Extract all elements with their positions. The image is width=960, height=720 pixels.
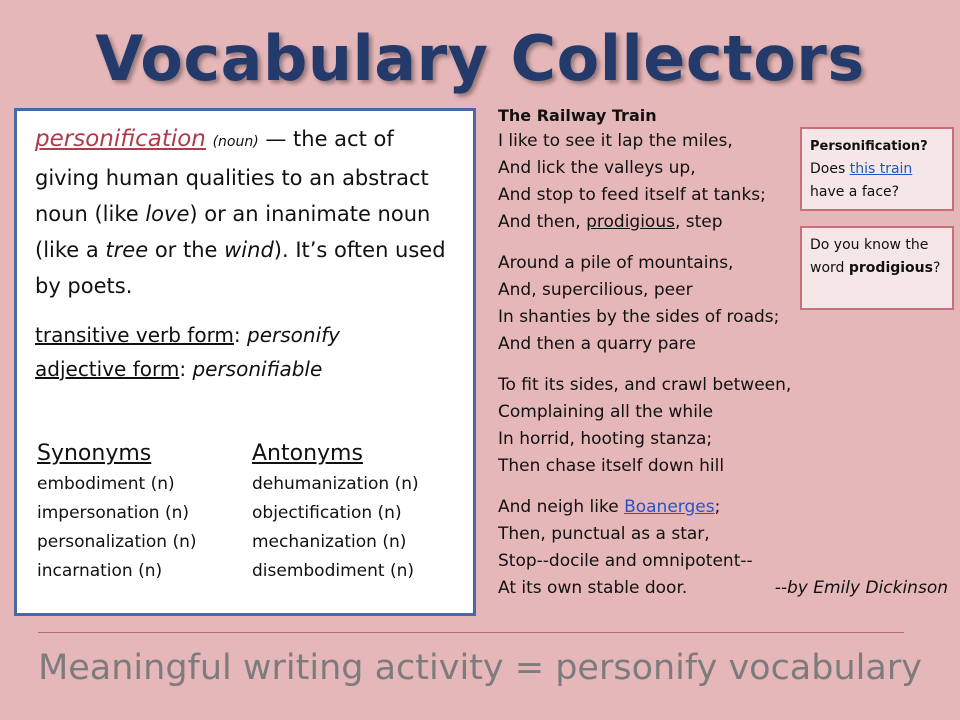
definition-part: — the act of giving human qualities to an abstract noun (like: [35, 127, 429, 226]
poem-stanza-4: [498, 494, 958, 602]
adjective-form-label: adjective form: [35, 357, 180, 381]
verb-form-line: transitive verb form: personify: [35, 323, 341, 347]
poem-title: The Railway Train: [498, 106, 657, 125]
divider-line: [38, 632, 904, 633]
prodigious-word: prodigious: [586, 212, 675, 232]
synonym-item: impersonation (n): [37, 503, 189, 523]
example-tree: tree: [105, 238, 149, 262]
poem-line: I like to see it lap the miles,: [498, 131, 733, 151]
synonyms-heading: Synonyms: [37, 441, 152, 466]
synonym-item: personalization (n): [37, 532, 197, 552]
poem-line-part: , step: [674, 212, 723, 232]
poem-line: Complaining all the while: [498, 402, 714, 422]
definition-part: ). It’s often used by poets.: [35, 238, 446, 298]
boanerges-link[interactable]: Boanerges: [624, 497, 715, 517]
note-question: [810, 158, 944, 204]
definition-part: or the: [148, 238, 225, 262]
example-love: love: [145, 202, 190, 226]
note-text: Do you know the word: [810, 237, 929, 276]
slide-title: Vocabulary Collectors: [95, 22, 865, 95]
poem-line: And lick the valleys up,: [498, 158, 696, 178]
antonyms-column: [252, 441, 419, 586]
definition-part: ) or an inanimate noun (like a: [35, 202, 431, 262]
note-bold-word: prodigious: [848, 260, 933, 276]
note-text: ?: [932, 260, 941, 276]
poem-line: And, supercilious, peer: [498, 280, 693, 300]
poem-line: And then a quarry pare: [498, 334, 696, 354]
poem-line-part: ;: [714, 497, 721, 517]
adjective-form-value: personifiable: [192, 357, 323, 381]
poem-line-part: At its own stable door.: [498, 578, 688, 598]
synonyms-list: [37, 470, 196, 586]
antonym-item: dehumanization (n): [252, 474, 419, 494]
this-train-link[interactable]: this train: [849, 161, 913, 177]
poem-byline: --by Emily Dickinson: [774, 578, 948, 598]
definition-box: [14, 108, 476, 616]
synonym-item: embodiment (n): [37, 474, 175, 494]
note-heading: Personification?: [810, 139, 928, 154]
prodigious-note: [800, 226, 954, 310]
poem-line: Then, punctual as a star,: [498, 524, 710, 544]
poem-line: [498, 575, 958, 602]
poem-line: To fit its sides, and crawl between,: [498, 375, 792, 395]
part-of-speech: (noun): [212, 134, 259, 150]
note-text: Does: [810, 161, 850, 177]
note-text: have a face?: [810, 184, 900, 200]
poem-line: Around a pile of mountains,: [498, 253, 734, 273]
poem-line-part: And neigh like: [498, 497, 625, 517]
antonym-item: mechanization (n): [252, 532, 407, 552]
footer-text: Meaningful writing activity = personify vocabulary: [38, 648, 922, 688]
antonym-item: objectification (n): [252, 503, 402, 523]
poem-stanza-3: [498, 372, 958, 480]
word-forms: [35, 318, 457, 386]
adjective-form-line: adjective form: personifiable: [35, 357, 323, 381]
poem-line: Then chase itself down hill: [498, 456, 725, 476]
synonyms-column: [37, 441, 196, 586]
antonyms-list: [252, 470, 419, 586]
poem-line: In shanties by the sides of roads;: [498, 307, 780, 327]
verb-form-value: personify: [247, 323, 341, 347]
poem-line: Stop--docile and omnipotent--: [498, 551, 753, 571]
antonyms-heading: Antonyms: [252, 441, 363, 466]
antonym-item: disembodiment (n): [252, 561, 414, 581]
poem-line: [498, 494, 958, 521]
poem-line: In horrid, hooting stanza;: [498, 429, 713, 449]
poem-line: And stop to feed itself at tanks;: [498, 185, 766, 205]
example-wind: wind: [224, 238, 274, 262]
verb-form-label: transitive verb form: [35, 323, 234, 347]
definition-text: [35, 121, 457, 304]
synonym-item: incarnation (n): [37, 561, 163, 581]
term-word: personification: [35, 126, 206, 152]
poem-line-part: And then,: [498, 212, 587, 232]
personification-note: [800, 127, 954, 211]
